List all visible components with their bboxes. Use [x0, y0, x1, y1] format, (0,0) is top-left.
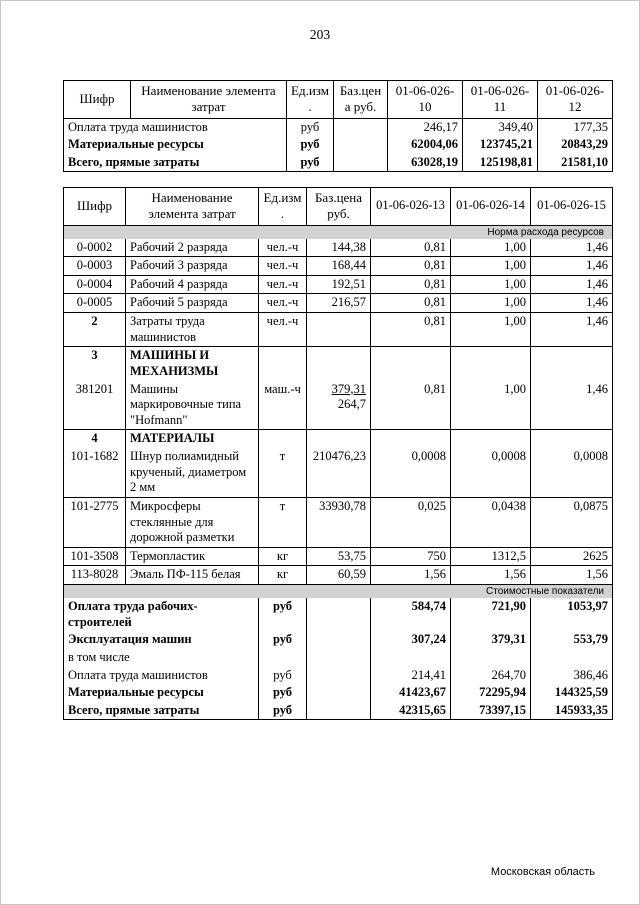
- value-cell: 0,0008: [531, 448, 613, 497]
- unit-cell: руб: [287, 154, 334, 172]
- value-cell: [451, 649, 531, 667]
- value-cell: 0,81: [371, 313, 451, 347]
- name-cell: Машины маркировочные типа "Hofmann": [126, 381, 259, 430]
- value-cell: 307,24: [371, 631, 451, 649]
- value-cell: [531, 347, 613, 381]
- name-cell: МАШИНЫ И МЕХАНИЗМЫ: [126, 347, 259, 381]
- label-cell: Всего, прямые затраты: [68, 702, 200, 717]
- unit-cell: руб: [287, 118, 334, 136]
- label-cell: в том числе: [68, 649, 130, 664]
- value-cell: [371, 649, 451, 667]
- label-cell: Оплата труда машинистов: [68, 667, 208, 682]
- value-cell: 1,00: [451, 313, 531, 347]
- base-price-cell: [334, 118, 388, 136]
- resource-norms-table: [63, 187, 613, 720]
- value-cell: 553,79: [531, 631, 613, 649]
- value-cell: 20843,29: [538, 136, 613, 154]
- unit-cell: кг: [259, 547, 307, 566]
- resource-row: [64, 313, 613, 347]
- name-cell: МАТЕРИАЛЫ: [126, 430, 259, 448]
- band-label: Норма расхода ресурсов: [64, 225, 613, 239]
- resource-row: [64, 566, 613, 585]
- resource-row: [64, 497, 613, 547]
- value-cell: 1,00: [451, 381, 531, 430]
- value-cell: 1,46: [531, 239, 613, 257]
- code-cell: 0-0003: [64, 257, 126, 276]
- value-cell: [451, 430, 531, 448]
- column-header-norm-15: 01-06-026-15: [531, 188, 613, 226]
- unit-cell: руб: [259, 667, 307, 685]
- band-label: Стоимостные показатели: [64, 585, 613, 599]
- name-cell: Эмаль ПФ-115 белая: [126, 566, 259, 585]
- label-cell: Материальные ресурсы: [68, 685, 204, 700]
- name-cell: Рабочий 5 разряда: [126, 294, 259, 313]
- label-cell: Материальные ресурсы: [68, 137, 204, 152]
- base-price-cell: 192,51: [307, 275, 371, 294]
- value-cell: 1,46: [531, 381, 613, 430]
- unit-cell: руб: [259, 631, 307, 649]
- cost-band-row: [64, 585, 613, 599]
- unit-cell: руб: [259, 702, 307, 720]
- base-price-cell: 168,44: [307, 257, 371, 276]
- column-header-code: Шифр: [64, 188, 126, 226]
- unit-cell: т: [259, 497, 307, 547]
- value-cell: [531, 649, 613, 667]
- column-header-code: Шифр: [64, 81, 131, 119]
- region-footer: Московская область: [490, 866, 595, 878]
- column-header-name: Наименование элемента затрат: [131, 81, 287, 119]
- base-price-alt: 264,7: [337, 397, 366, 412]
- base-price-cell: [307, 381, 371, 430]
- value-cell: 145933,35: [531, 702, 613, 720]
- value-cell: 0,0438: [451, 497, 531, 547]
- unit-cell: [259, 649, 307, 667]
- value-cell: [451, 347, 531, 381]
- value-cell: 0,81: [371, 239, 451, 257]
- value-cell: 1,00: [451, 257, 531, 276]
- code-cell: 4: [91, 431, 98, 446]
- section-header-row: [64, 430, 613, 448]
- value-cell: [531, 430, 613, 448]
- value-cell: 1053,97: [531, 598, 613, 631]
- column-header-norm-12: 01-06-026-12: [538, 81, 613, 119]
- value-cell: 0,025: [371, 497, 451, 547]
- code-cell: 0-0005: [64, 294, 126, 313]
- base-price-cell: [307, 631, 371, 649]
- base-price-cell: [307, 598, 371, 631]
- cost-row: [64, 667, 613, 685]
- cost-row: [64, 598, 613, 631]
- resource-row: [64, 547, 613, 566]
- column-header-unit: Ед.изм.: [259, 188, 307, 226]
- value-cell: 1,00: [451, 275, 531, 294]
- value-cell: 264,70: [451, 667, 531, 685]
- name-cell: Затраты труда машинистов: [126, 313, 259, 347]
- value-cell: 1,46: [531, 313, 613, 347]
- base-price-cell: [334, 154, 388, 172]
- column-header-unit: Ед.изм.: [287, 81, 334, 119]
- page-number: 203: [309, 27, 331, 42]
- column-header-base-price: Баз.цена руб.: [307, 188, 371, 226]
- unit-cell: чел.-ч: [259, 239, 307, 257]
- unit-cell: чел.-ч: [259, 257, 307, 276]
- unit-cell: чел.-ч: [259, 275, 307, 294]
- label-cell: Оплата труда рабочих-строителей: [68, 599, 198, 629]
- base-price-cell: 60,59: [307, 566, 371, 585]
- resource-row: [64, 448, 613, 497]
- unit-cell: т: [259, 448, 307, 497]
- unit-cell: руб: [259, 598, 307, 631]
- name-cell: Шнур полиамидный крученый, диаметром 2 мм: [126, 448, 259, 497]
- value-cell: 73397,15: [451, 702, 531, 720]
- base-price-cell: 216,57: [307, 294, 371, 313]
- base-price-cell: [307, 313, 371, 347]
- resource-row: [64, 239, 613, 257]
- resource-row: [64, 275, 613, 294]
- value-cell: 1,56: [371, 566, 451, 585]
- base-price-cell: [307, 649, 371, 667]
- base-price-cell: [334, 136, 388, 154]
- value-cell: 41423,67: [371, 684, 451, 702]
- value-cell: 72295,94: [451, 684, 531, 702]
- base-price-cell: 53,75: [307, 547, 371, 566]
- column-header-norm-13: 01-06-026-13: [371, 188, 451, 226]
- column-header-norm-11: 01-06-026-11: [463, 81, 538, 119]
- cost-row: [64, 649, 613, 667]
- label-cell: Всего, прямые затраты: [68, 154, 200, 169]
- name-cell: Рабочий 3 разряда: [126, 257, 259, 276]
- unit-cell: чел.-ч: [259, 294, 307, 313]
- code-cell: 381201: [64, 381, 126, 430]
- unit-cell: кг: [259, 566, 307, 585]
- value-cell: 125198,81: [463, 154, 538, 172]
- cost-row: [64, 702, 613, 720]
- value-cell: 214,41: [371, 667, 451, 685]
- base-price-cell: [307, 430, 371, 448]
- name-cell: Термопластик: [126, 547, 259, 566]
- value-cell: [371, 430, 451, 448]
- unit-cell: маш.-ч: [259, 381, 307, 430]
- value-cell: [371, 347, 451, 381]
- value-cell: 1,46: [531, 257, 613, 276]
- cost-row: [64, 631, 613, 649]
- code-cell: 101-1682: [64, 448, 126, 497]
- unit-cell: [259, 430, 307, 448]
- column-header-base-price: Баз.цена руб.: [334, 81, 388, 119]
- code-cell: 101-3508: [64, 547, 126, 566]
- value-cell: 62004,06: [388, 136, 463, 154]
- value-cell: 0,81: [371, 381, 451, 430]
- unit-cell: руб: [259, 684, 307, 702]
- value-cell: 0,81: [371, 294, 451, 313]
- value-cell: 721,90: [451, 598, 531, 631]
- value-cell: 246,17: [388, 118, 463, 136]
- name-cell: Рабочий 2 разряда: [126, 239, 259, 257]
- value-cell: 1,00: [451, 294, 531, 313]
- cost-row: [64, 684, 613, 702]
- value-cell: 42315,65: [371, 702, 451, 720]
- value-cell: 123745,21: [463, 136, 538, 154]
- resource-row: [64, 257, 613, 276]
- code-cell: 101-2775: [64, 497, 126, 547]
- summary-cost-table: [63, 80, 613, 172]
- unit-cell: чел.-ч: [259, 313, 307, 347]
- value-cell: 584,74: [371, 598, 451, 631]
- code-cell: 3: [91, 348, 98, 363]
- label-cell: Оплата труда машинистов: [68, 119, 208, 134]
- code-cell: 2: [64, 313, 126, 347]
- base-price-cell: 33930,78: [307, 497, 371, 547]
- resource-row: [64, 381, 613, 430]
- summary-row: [64, 136, 613, 154]
- value-cell: 0,0008: [451, 448, 531, 497]
- value-cell: 0,81: [371, 257, 451, 276]
- base-price-cell: 210476,23: [307, 448, 371, 497]
- value-cell: 144325,59: [531, 684, 613, 702]
- column-header-norm-10: 01-06-026-10: [388, 81, 463, 119]
- unit-cell: [259, 347, 307, 381]
- column-header-name: Наименование элемента затрат: [126, 188, 259, 226]
- base-price-cell: [307, 347, 371, 381]
- code-cell: 0-0004: [64, 275, 126, 294]
- value-cell: 1,56: [531, 566, 613, 585]
- value-cell: 0,0008: [371, 448, 451, 497]
- code-cell: 113-8028: [64, 566, 126, 585]
- value-cell: 63028,19: [388, 154, 463, 172]
- value-cell: 1,46: [531, 294, 613, 313]
- name-cell: Микросферы стеклянные для дорожной разметки: [126, 497, 259, 547]
- base-price-cell: [307, 684, 371, 702]
- summary-row: [64, 154, 613, 172]
- value-cell: 1,56: [451, 566, 531, 585]
- value-cell: 2625: [531, 547, 613, 566]
- value-cell: 349,40: [463, 118, 538, 136]
- norm-band-row: [64, 225, 613, 239]
- value-cell: 750: [371, 547, 451, 566]
- summary-row: [64, 118, 613, 136]
- code-cell: 0-0002: [64, 239, 126, 257]
- value-cell: 379,31: [451, 631, 531, 649]
- base-price-cell: [307, 667, 371, 685]
- norms-table-header-row: [64, 188, 613, 226]
- value-cell: 0,81: [371, 275, 451, 294]
- section-header-row: [64, 347, 613, 381]
- label-cell: Эксплуатация машин: [68, 632, 192, 647]
- base-price-cell: 144,38: [307, 239, 371, 257]
- value-cell: 1,46: [531, 275, 613, 294]
- name-cell: Рабочий 4 разряда: [126, 275, 259, 294]
- value-cell: 386,46: [531, 667, 613, 685]
- unit-cell: руб: [287, 136, 334, 154]
- value-cell: 1312,5: [451, 547, 531, 566]
- value-cell: 0,0875: [531, 497, 613, 547]
- value-cell: 1,00: [451, 239, 531, 257]
- summary-table-header-row: [64, 81, 613, 119]
- column-header-norm-14: 01-06-026-14: [451, 188, 531, 226]
- value-cell: 177,35: [538, 118, 613, 136]
- base-price-current: 379,31: [331, 381, 366, 396]
- resource-row: [64, 294, 613, 313]
- value-cell: 21581,10: [538, 154, 613, 172]
- base-price-cell: [307, 702, 371, 720]
